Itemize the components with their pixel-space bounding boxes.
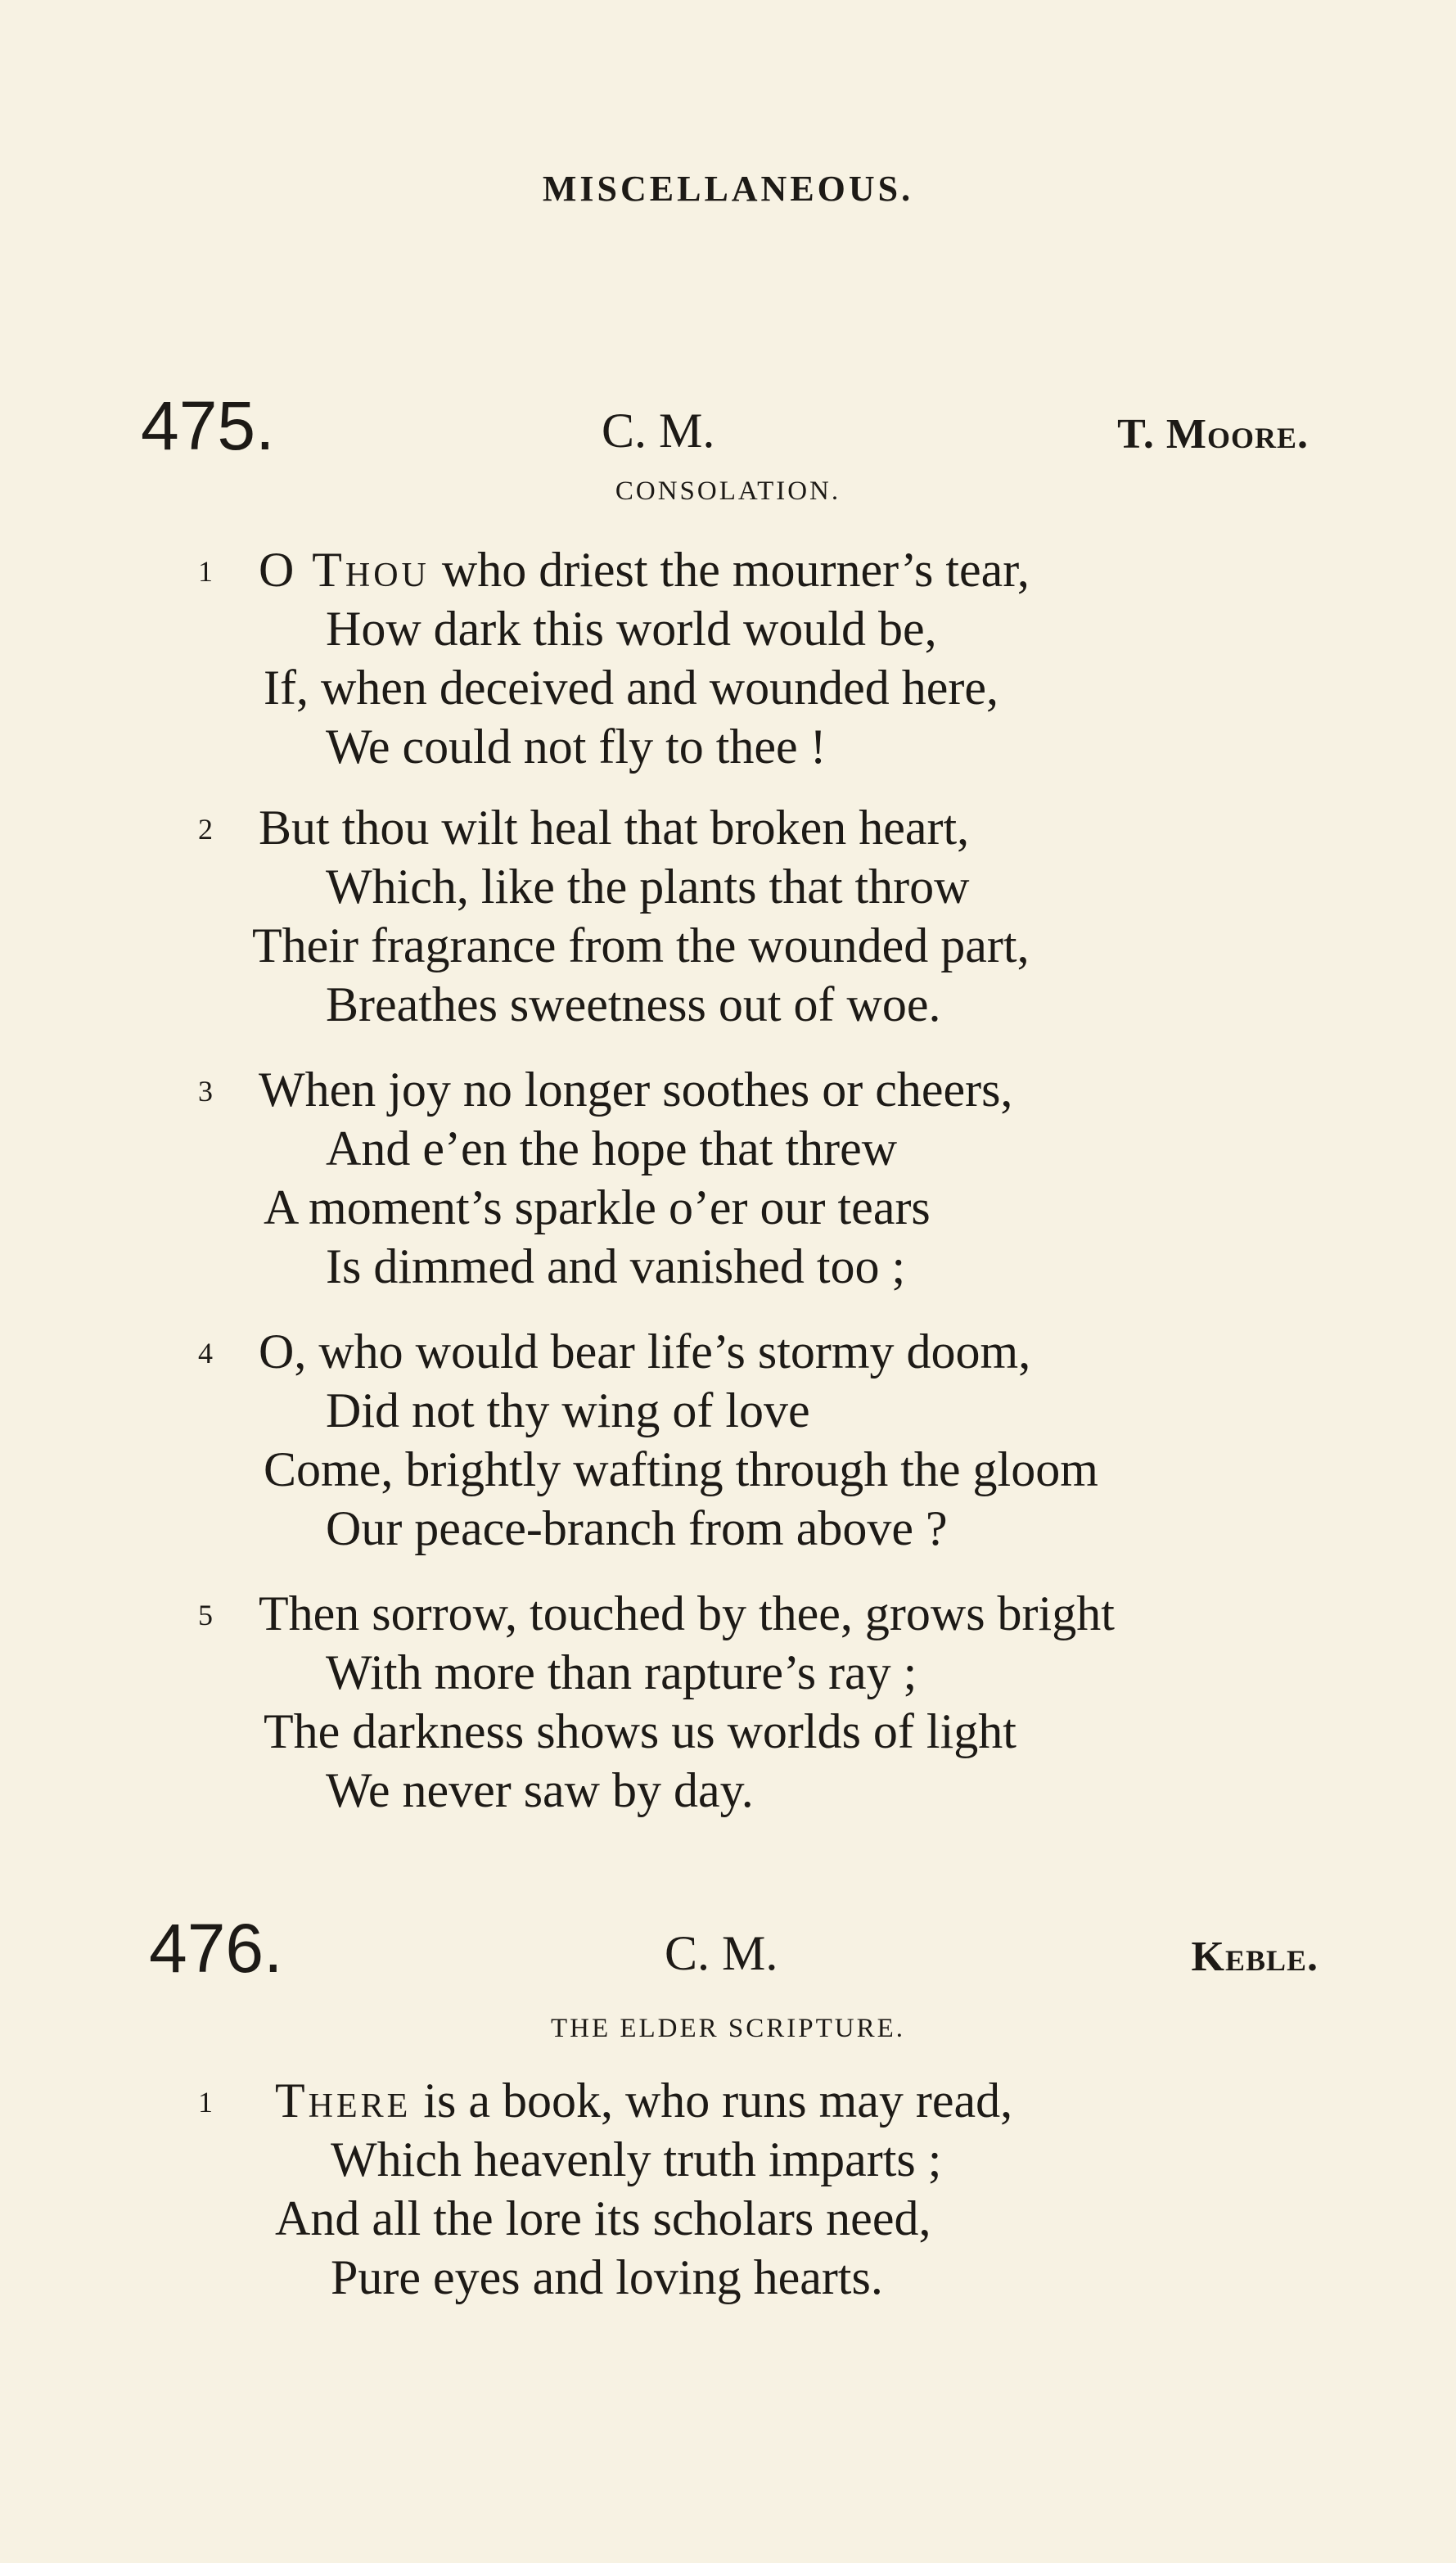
hymn-subtitle: THE ELDER SCRIPTURE. xyxy=(550,2014,906,2043)
stanza-number: 4 xyxy=(198,1337,213,1369)
hymn-meter: C. M. xyxy=(602,404,715,458)
verse-line: We never saw by day. xyxy=(326,1763,754,1817)
hymn-subtitle: CONSOLATION. xyxy=(615,476,841,506)
verse-line: Did not thy wing of love xyxy=(326,1383,810,1437)
verse-line: Pure eyes and loving hearts. xyxy=(331,2250,883,2304)
hymn-meter: C. M. xyxy=(665,1926,778,1980)
verse-line: Our peace-branch from above ? xyxy=(326,1501,948,1555)
hymn-number: 475. xyxy=(141,387,275,464)
verse-line: Come, brightly wafting through the gloom xyxy=(264,1442,1098,1496)
running-head: MISCELLANEOUS. xyxy=(542,169,914,209)
stanza-number: 5 xyxy=(198,1599,213,1631)
hymn-author: T. Moore. xyxy=(1117,411,1309,458)
stanza-number: 2 xyxy=(198,813,213,846)
hymn-header-476 xyxy=(0,1907,1456,1997)
verse-line: Which heavenly truth imparts ; xyxy=(331,2132,942,2186)
hymn-header-475 xyxy=(0,385,1456,475)
stanza-number: 3 xyxy=(198,1075,213,1108)
verse-line: A moment’s sparkle o’er our tears xyxy=(264,1180,931,1234)
verse-line xyxy=(259,540,1030,599)
hymn-author: Keble. xyxy=(1191,1934,1319,1980)
hymn-number: 476. xyxy=(149,1910,283,1987)
verse-line: Then sorrow, touched by thee, grows bright xyxy=(259,1586,1115,1640)
verse-line-text: is a book, who runs may read, xyxy=(411,2073,1013,2128)
verse-line: But thou wilt heal that broken heart, xyxy=(259,801,970,855)
verse-line: Breathes sweetness out of woe. xyxy=(326,977,941,1031)
verse-line: Which, like the plants that throw xyxy=(326,860,970,914)
verse-line: O, who would bear life’s stormy doom, xyxy=(259,1324,1031,1379)
verse-line: And all the lore its scholars need, xyxy=(275,2191,931,2245)
verse-line: If, when deceived and wounded here, xyxy=(264,661,998,715)
first-word-caps: O Thou xyxy=(259,543,430,597)
verse-line: And e’en the hope that threw xyxy=(326,1121,898,1175)
verse-line: With more than rapture’s ray ; xyxy=(326,1645,917,1699)
verse-line: Is dimmed and vanished too ; xyxy=(326,1239,906,1293)
verse-line-text: who driest the mourner’s tear, xyxy=(429,543,1030,597)
verse-line: We could not fly to thee ! xyxy=(326,720,827,774)
verse-line: When joy no longer soothes or cheers, xyxy=(259,1063,1013,1117)
verse-line xyxy=(275,2071,1012,2130)
stanza-number: 1 xyxy=(198,555,213,588)
verse-line: How dark this world would be, xyxy=(326,602,937,656)
stanza-number: 1 xyxy=(198,2086,213,2119)
first-word-caps: There xyxy=(275,2073,412,2128)
verse-line: Their fragrance from the wounded part, xyxy=(252,918,1030,972)
verse-line: The darkness shows us worlds of light xyxy=(264,1704,1016,1758)
